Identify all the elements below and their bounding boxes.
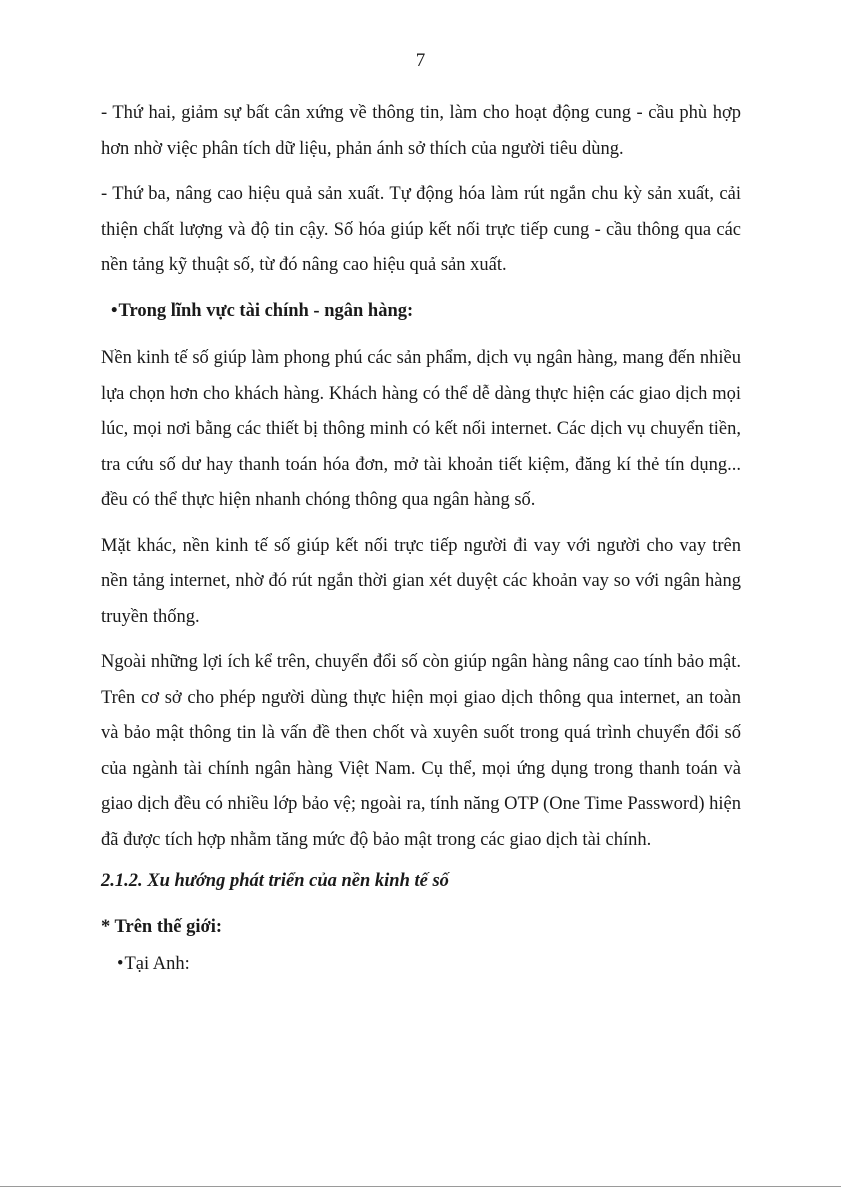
page-body — [101, 96, 741, 983]
page-number: 7 — [415, 50, 426, 71]
uk-list-item-text: Tại Anh: — [124, 954, 190, 974]
paragraph-security: Ngoài những lợi ích kể trên, chuyển đổi số còn giúp ngân hàng nâng cao tính bảo mật. Trên cơ sở cho phép người dùng thực hiện mọi giao dịch thông qua internet, an toàn và bảo mật thông tin là vấn đề then chốt và xuyên suốt trong quá trình chuyển đổi số của ngành tài chính ngân hàng Việt Nam. Cụ thể, mọi ứng dụng trong thanh toán và giao dịch đều có nhiều lớp bảo vệ; ngoài ra, tính năng OTP (One Time Password) hiện đã được tích hợp nhằm tăng mức độ bảo mật trong các giao dịch tài chính. — [101, 652, 741, 850]
paragraph-lending: Mặt khác, nền kinh tế số giúp kết nối trực tiếp người đi vay với người cho vay trên nền tảng internet, nhờ đó rút ngắn thời gian xét duyệt các khoản vay so với ngân hàng truyền thống. — [101, 535, 741, 627]
paragraph-second-point: - Thứ hai, giảm sự bất cân xứng về thông tin, làm cho hoạt động cung - cầu phù hợp hơn nhờ việc phân tích dữ liệu, phản ánh sở thích của người tiêu dùng. — [101, 103, 741, 159]
world-heading: * Trên thế giới: — [101, 916, 223, 937]
finance-banking-heading-text: Trong lĩnh vực tài chính - ngân hàng: — [118, 300, 414, 321]
bullet-icon: • — [111, 300, 118, 321]
finance-banking-heading — [101, 294, 741, 330]
section-heading-2-1-2: 2.1.2. Xu hướng phát triển của nền kinh tế số — [101, 871, 449, 891]
paragraph-digital-banking: Nền kinh tế số giúp làm phong phú các sản phẩm, dịch vụ ngân hàng, mang đến nhiều lựa chọn hơn cho khách hàng. Khách hàng có thể dễ dàng thực hiện các giao dịch mọi lúc, mọi nơi bằng các thiết bị thông minh có kết nối internet. Các dịch vụ chuyển tiền, tra cứu số dư hay thanh toán hóa đơn, mở tài khoản tiết kiệm, đăng kí thẻ tín dụng... đều có thể thực hiện nhanh chóng thông qua ngân hàng số. — [101, 348, 741, 510]
uk-list-item — [101, 947, 741, 983]
bottom-edge-divider — [0, 1186, 841, 1187]
paragraph-third-point: - Thứ ba, nâng cao hiệu quả sản xuất. Tự động hóa làm rút ngắn chu kỳ sản xuất, cải thiện chất lượng và độ tin cậy. Số hóa giúp kết nối trực tiếp cung - cầu thông qua các nền tảng kỹ thuật số, từ đó nâng cao hiệu quả sản xuất. — [101, 184, 741, 275]
bullet-icon: • — [117, 954, 124, 974]
